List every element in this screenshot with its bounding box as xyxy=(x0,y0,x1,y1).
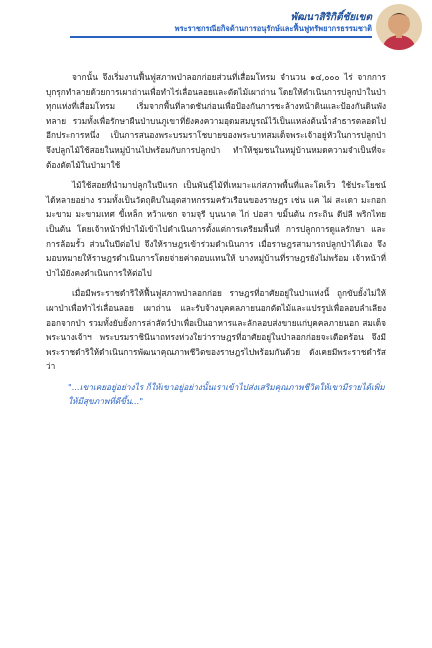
article-body xyxy=(46,70,386,409)
portrait-photo-icon xyxy=(376,4,422,50)
header-subtitle: พระราชกรณียกิจด้านการอนุรักษ์และฟื้นฟูทรัพยากรธรรมชาติ xyxy=(174,24,372,33)
royal-quote: "...เขาเคยอยู่อย่างไร ก็ให้เขาอยู่อย่างนั้นเราเข้าไปส่งเสริมคุณภาพชีวิตให้เขามีรายได้เพิ่ม ให้มีสุขภาพที่ดีขึ้น..." xyxy=(68,381,385,407)
paragraph: เมื่อมีพระราชดำริให้ฟื้นฟูสภาพป่าลอกก่อย ราษฎรที่อาศัยอยู่ในป่าแห่งนี้ ถูกขับยั้งไม่ให้เผาป่าเพื่อทำไร่เลื่อนลอย เผาถ่าน และรับจ้างบุคคลภายนอกตัดไม้และแปรรูปเพื่อลอบลำเลียงออกจากป่า รวมทั้งยับยั้งการล่าสัตว์ป่าเพื่อเป็นอาหารและลักลอบส่งขายแก่บุคคลภายนอก สมเด็จพระนางเจ้าฯ พระบรมราชินีนาถทรงห่วงใยว่าราษฎรที่อาศัยอยู่ในป่าลอกก่อยจะเดือดร้อน จึงมีพระราชดำริให้ดำเนินการพัฒนาคุณภาพชีวิตของราษฎรไปพร้อมกันด้วย ดังเคยมีพระราชดำรัสว่า xyxy=(46,288,386,372)
header-divider xyxy=(70,36,372,38)
paragraph: จากนั้น จึงเริ่มงานฟื้นฟูสภาพป่าลอกก่อยส่วนที่เสื่อมโทรม จำนวน ๑๔,๐๐๐ ไร่ จากการบุกรุกทำลายด้วยการเผาถ่านเพื่อทำไร่เลื่อนลอยและตัดไม้เผาถ่าน โดยให้ดำเนินการปลูกป่าในป่าทุกแห่งที่เสื่อมโทรม เริ่มจากพื้นที่ลาดชันก่อนเพื่อป้องกันการชะล้างหน้าดินและป้องกันดินพังทลาย รวมทั้งเพื่อรักษาผืนป่าบนภูเขาที่ยังคงความอุดมสมบูรณ์ไว้เป็นแหล่งต้นน้ำลำธารตลอดไป อีกประการหนึ่ง เป็นการสนองพระบรมราโชบายของพระบาทสมเด็จพระเจ้าอยู่หัวในการปลูกป่า จึงปลูกไม้ใช้สอยในหมู่บ้านไปพร้อมกับการปลูกป่า ทำให้ชุมชนในหมู่บ้านหมดความจำเป็นที่จะต้องตัดไม้ในป่ามาใช้ xyxy=(46,72,387,170)
paragraph: ไม้ใช้สอยที่นำมาปลูกในปีแรก เป็นพันธุ์ไม้ที่เหมาะแก่สภาพพื้นที่และโตเร็ว ใช้ประโยชน์ได้หลายอย่าง รวมทั้งเป็นวัตถุดิบในอุตสาหกรรมครัวเรือนของราษฎร เช่น แค ไผ่ สะเดา มะกอก มะขาม มะขามเทศ ขี้เหล็ก หว้าแซก จามจุรี บุนนาค ไก่ ปอสา ขมิ้นต้น กระถิน ดีปลี พริกไทย เป็นต้น โดยเจ้าหน้าที่ป่าไม้เข้าไปดำเนินการตั้งแต่การเตรียมพื้นที่ การปลูกการดูแลรักษา และการล้อมรั้ว ส่วนในปีต่อไป จึงให้ราษฎรเข้าร่วมดำเนินการ เมื่อราษฎรสามารถปลูกป่าได้เอง จึงมอบหมายให้ราษฎรดำเนินการโดยจ่ายค่าตอบแทนให้ บางหมู่บ้านที่ราษฎรยังไม่พร้อม เจ้าหน้าที่ป่าไม้ยังคงดำเนินการให้ต่อไป xyxy=(46,180,386,278)
page-header xyxy=(0,0,432,80)
header-title: พัฒนาสิริกิติ์ชัยเขต xyxy=(290,12,372,23)
